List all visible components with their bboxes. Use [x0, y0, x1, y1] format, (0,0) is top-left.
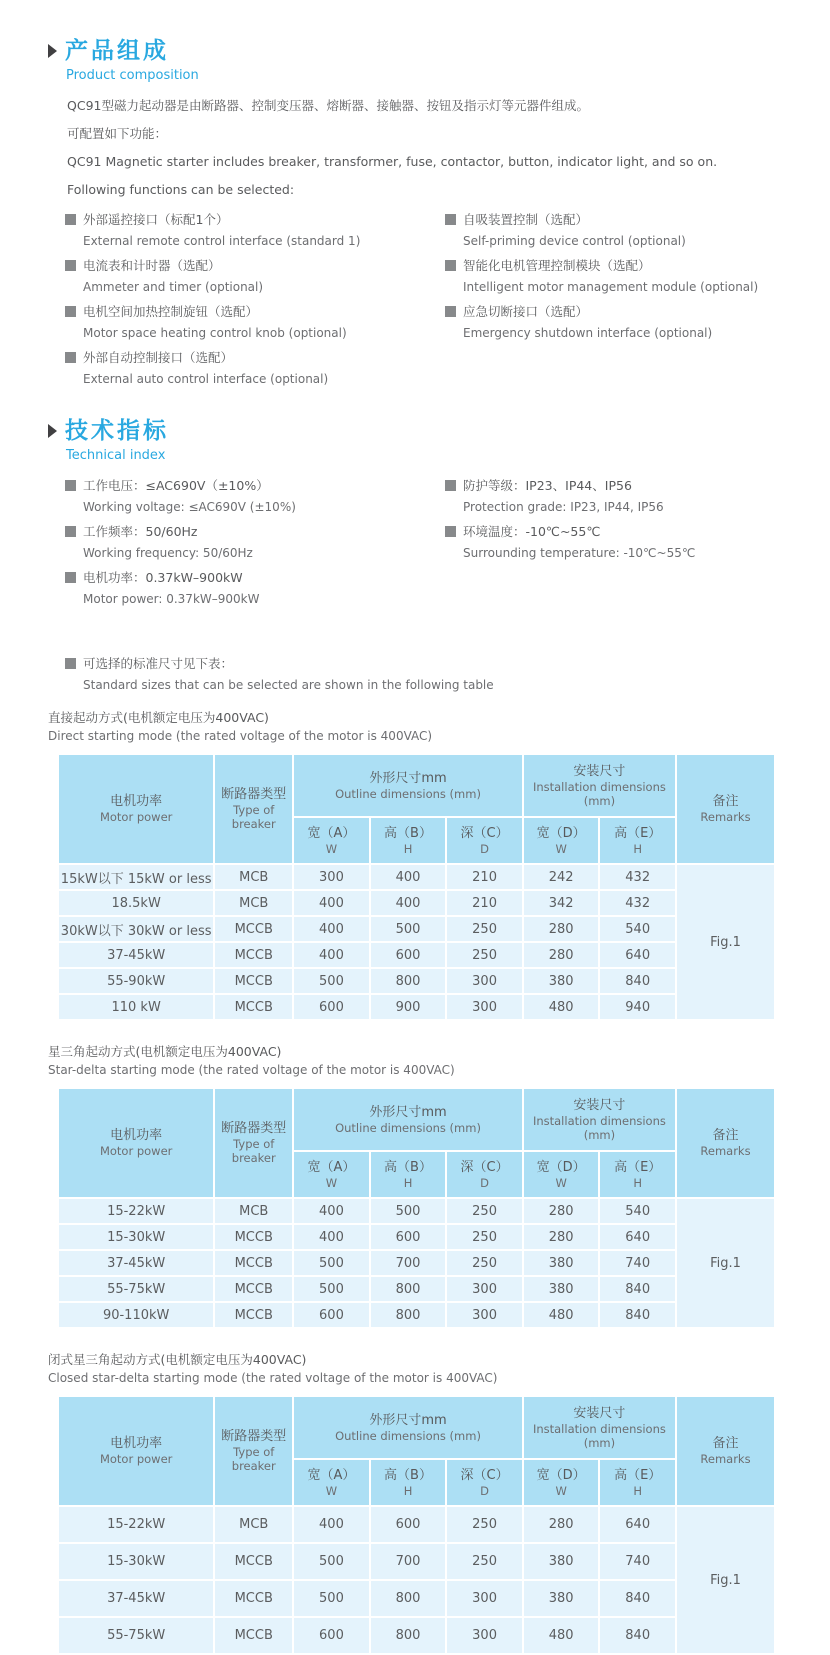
feature-label-en: External auto control interface (optional) — [83, 372, 329, 386]
header-height-e-en: H — [633, 841, 643, 856]
cell-height-e: 840 — [599, 1580, 676, 1617]
header-breaker-cn: 断路器类型 — [221, 787, 287, 802]
spec-label-en: Motor power: 0.37kW–900kW — [83, 592, 260, 606]
header-height-e — [599, 1151, 676, 1198]
section-product-composition — [48, 38, 800, 396]
header-height-b-en: H — [403, 1483, 413, 1498]
header-depth-c-cn: 深（C） — [460, 1159, 509, 1175]
feature-item — [65, 350, 445, 387]
header-motor-power-cn: 电机功率 — [110, 1436, 163, 1451]
table-caption-en: Direct starting mode (the rated voltage of the motor is 400VAC) — [48, 729, 433, 743]
header-width-a-en: W — [325, 1483, 338, 1498]
section-title-en: Product composition — [66, 68, 199, 83]
square-bullet-icon — [65, 352, 76, 363]
intro-paragraph2-cn: 可配置如下功能： — [67, 126, 168, 141]
header-width-d-en: W — [555, 1483, 567, 1498]
header-width-d-en: W — [555, 1175, 567, 1190]
cell-height-b: 900 — [370, 994, 447, 1020]
cell-width-d: 380 — [523, 1276, 600, 1302]
header-installation-dimensions — [523, 1088, 676, 1151]
table-row — [58, 942, 775, 968]
cell-width-d: 380 — [523, 1543, 600, 1580]
cell-motor-power: 15kW以下 15kW or less — [58, 864, 214, 890]
cell-height-e: 840 — [599, 1617, 676, 1654]
cell-height-e: 640 — [599, 1224, 676, 1250]
cell-motor-power: 37-45kW — [58, 1250, 214, 1276]
header-remarks-cn: 备注 — [712, 794, 739, 809]
cell-motor-power: 55-75kW — [58, 1276, 214, 1302]
header-motor-power-en: Motor power — [99, 1144, 173, 1158]
cell-width-a: 600 — [293, 994, 370, 1020]
cell-height-e: 540 — [599, 916, 676, 942]
cell-height-b: 400 — [370, 864, 447, 890]
spec-label-en: Surrounding temperature: -10℃~55℃ — [463, 546, 696, 560]
spec-column-left — [65, 478, 445, 616]
cell-breaker-type: MCCB — [214, 1580, 293, 1617]
spec-label-cn: 电机功率：0.37kW–900kW — [83, 570, 243, 585]
header-width-d — [523, 1459, 600, 1506]
header-width-a-en: W — [325, 1175, 338, 1190]
header-height-e — [599, 1459, 676, 1506]
cell-breaker-type: MCCB — [214, 1617, 293, 1654]
dimension-table-block — [48, 1351, 800, 1655]
cell-breaker-type: MCB — [214, 890, 293, 916]
cell-width-d: 342 — [523, 890, 600, 916]
header-installation-dimensions — [523, 1396, 676, 1459]
header-depth-c-cn: 深（C） — [460, 825, 509, 841]
table-row — [58, 1224, 775, 1250]
cell-height-b: 600 — [370, 942, 447, 968]
header-height-e-cn: 高（E） — [614, 825, 662, 841]
cell-height-b: 800 — [370, 1580, 447, 1617]
header-motor-power — [58, 1088, 214, 1198]
cell-height-b: 500 — [370, 1198, 447, 1224]
table-row — [58, 994, 775, 1020]
cell-depth-c: 300 — [446, 1580, 523, 1617]
header-remarks-cn: 备注 — [712, 1436, 739, 1451]
note-label-en: Standard sizes that can be selected are shown in the following table — [83, 678, 494, 692]
cell-height-e: 540 — [599, 1198, 676, 1224]
spec-label-cn: 环境温度：-10℃~55℃ — [463, 524, 601, 539]
feature-label-cn: 应急切断接口（选配） — [463, 304, 589, 319]
cell-depth-c: 250 — [446, 1543, 523, 1580]
header-depth-c — [446, 817, 523, 864]
header-breaker-type — [214, 754, 293, 864]
cell-breaker-type: MCB — [214, 864, 293, 890]
header-outline-cn: 外形尺寸mm — [369, 1104, 447, 1120]
cell-motor-power: 37-45kW — [58, 942, 214, 968]
dimension-table-block — [48, 709, 800, 1021]
cell-remark: Fig.1 — [676, 864, 775, 1020]
header-height-b-cn: 高（B） — [384, 1159, 432, 1175]
square-bullet-icon — [65, 306, 76, 317]
header-depth-c-en: D — [480, 1483, 489, 1498]
spec-label-cn: 防护等级：IP23、IP44、IP56 — [463, 478, 632, 493]
cell-depth-c: 250 — [446, 1224, 523, 1250]
cell-width-d: 480 — [523, 1617, 600, 1654]
header-height-e-cn: 高（E） — [614, 1467, 662, 1483]
feature-label-cn: 自吸装置控制（选配） — [463, 212, 589, 227]
cell-height-b: 600 — [370, 1506, 447, 1543]
cell-height-e: 432 — [599, 864, 676, 890]
table-row — [58, 1198, 775, 1224]
cell-breaker-type: MCB — [214, 1198, 293, 1224]
cell-height-b: 400 — [370, 890, 447, 916]
feature-label-cn: 智能化电机管理控制模块（选配） — [463, 258, 651, 273]
feature-label-en: Motor space heating control knob (optional) — [83, 326, 347, 340]
header-height-b — [370, 1151, 447, 1198]
cell-width-a: 500 — [293, 968, 370, 994]
feature-item — [445, 258, 800, 295]
cell-breaker-type: MCB — [214, 1506, 293, 1543]
header-breaker-en: Type of breaker — [231, 803, 276, 831]
cell-breaker-type: MCCB — [214, 1302, 293, 1328]
standard-sizes-note — [65, 656, 800, 693]
cell-breaker-type: MCCB — [214, 1250, 293, 1276]
cell-motor-power: 55-75kW — [58, 1617, 214, 1654]
cell-width-d: 242 — [523, 864, 600, 890]
header-depth-c-en: D — [480, 1175, 489, 1190]
header-outline-cn: 外形尺寸mm — [369, 1412, 447, 1428]
cell-width-d: 480 — [523, 1302, 600, 1328]
header-outline-dimensions — [293, 1088, 523, 1151]
cell-depth-c: 250 — [446, 1198, 523, 1224]
cell-width-a: 500 — [293, 1543, 370, 1580]
header-remarks-en: Remarks — [700, 1452, 751, 1466]
header-height-e — [599, 817, 676, 864]
header-height-b-cn: 高（B） — [384, 825, 432, 841]
cell-depth-c: 250 — [446, 942, 523, 968]
cell-remark: Fig.1 — [676, 1506, 775, 1654]
spec-label-cn: 工作频率：50/60Hz — [83, 524, 198, 539]
header-depth-c — [446, 1151, 523, 1198]
spec-label-en: Protection grade: IP23, IP44, IP56 — [463, 500, 664, 514]
cell-depth-c: 250 — [446, 1250, 523, 1276]
header-width-a — [293, 1151, 370, 1198]
section-header — [48, 418, 800, 444]
header-remarks-cn: 备注 — [712, 1128, 739, 1143]
square-bullet-icon — [65, 526, 76, 537]
intro-paragraph2-en: Following functions can be selected: — [67, 182, 295, 197]
table-row — [58, 1580, 775, 1617]
spec-item — [445, 478, 800, 515]
header-install-cn: 安装尺寸 — [573, 1405, 626, 1421]
header-install-en: Installation dimensions (mm) — [532, 1421, 666, 1450]
table-caption-cn: 星三角起动方式(电机额定电压为400VAC) — [48, 1044, 282, 1059]
cell-motor-power: 15-30kW — [58, 1543, 214, 1580]
table-row — [58, 916, 775, 942]
header-remarks — [676, 1396, 775, 1506]
feature-label-en: External remote control interface (standard 1) — [83, 234, 361, 248]
cell-depth-c: 300 — [446, 1302, 523, 1328]
cell-breaker-type: MCCB — [214, 1276, 293, 1302]
cell-height-e: 840 — [599, 1302, 676, 1328]
cell-width-d: 280 — [523, 916, 600, 942]
spec-item — [65, 478, 445, 515]
cell-width-a: 400 — [293, 916, 370, 942]
square-bullet-icon — [65, 480, 76, 491]
spec-list — [65, 478, 800, 616]
header-breaker-cn: 断路器类型 — [221, 1121, 287, 1136]
header-width-a — [293, 817, 370, 864]
cell-motor-power: 55-90kW — [58, 968, 214, 994]
cell-depth-c: 210 — [446, 890, 523, 916]
header-width-a-cn: 宽（A） — [307, 825, 356, 841]
header-width-d-cn: 宽（D） — [536, 825, 586, 841]
header-breaker-en: Type of breaker — [231, 1445, 276, 1473]
cell-depth-c: 300 — [446, 994, 523, 1020]
table-caption-en: Closed star-delta starting mode (the rated voltage of the motor is 400VAC) — [48, 1371, 498, 1385]
dimension-table — [57, 1087, 776, 1329]
header-breaker-en: Type of breaker — [231, 1137, 276, 1165]
header-width-d-cn: 宽（D） — [536, 1467, 586, 1483]
feature-item — [445, 304, 800, 341]
square-bullet-icon — [445, 480, 456, 491]
header-motor-power — [58, 754, 214, 864]
cell-height-e: 640 — [599, 1506, 676, 1543]
dimension-table-block — [48, 1043, 800, 1329]
header-outline-dimensions — [293, 1396, 523, 1459]
cell-motor-power: 90-110kW — [58, 1302, 214, 1328]
tables-host — [48, 709, 800, 1655]
square-bullet-icon — [445, 306, 456, 317]
cell-depth-c: 300 — [446, 1617, 523, 1654]
arrow-right-icon — [48, 424, 57, 438]
cell-width-d: 280 — [523, 1198, 600, 1224]
header-motor-power — [58, 1396, 214, 1506]
cell-width-a: 400 — [293, 942, 370, 968]
header-height-b-cn: 高（B） — [384, 1467, 432, 1483]
cell-depth-c: 210 — [446, 864, 523, 890]
intro-paragraph-cn: QC91型磁力起动器是由断路器、控制变压器、熔断器、接触器、按钮及指示灯等元器件组成。 — [67, 98, 589, 113]
cell-width-d: 480 — [523, 994, 600, 1020]
cell-motor-power: 15-30kW — [58, 1224, 214, 1250]
header-width-a-cn: 宽（A） — [307, 1467, 356, 1483]
cell-height-b: 700 — [370, 1250, 447, 1276]
cell-width-d: 380 — [523, 968, 600, 994]
feature-label-en: Ammeter and timer (optional) — [83, 280, 264, 294]
cell-motor-power: 15-22kW — [58, 1506, 214, 1543]
header-breaker-cn: 断路器类型 — [221, 1429, 287, 1444]
section-title-en: Technical index — [66, 448, 166, 463]
feature-item — [65, 258, 445, 295]
table-caption-en: Star-delta starting mode (the rated voltage of the motor is 400VAC) — [48, 1063, 455, 1077]
cell-width-d: 380 — [523, 1250, 600, 1276]
header-width-a — [293, 1459, 370, 1506]
header-outline-cn: 外形尺寸mm — [369, 770, 447, 786]
cell-width-a: 600 — [293, 1302, 370, 1328]
header-breaker-type — [214, 1396, 293, 1506]
cell-height-e: 740 — [599, 1250, 676, 1276]
table-row — [58, 1250, 775, 1276]
cell-height-e: 432 — [599, 890, 676, 916]
header-depth-c-cn: 深（C） — [460, 1467, 509, 1483]
dimension-table — [57, 753, 776, 1021]
cell-height-b: 800 — [370, 1617, 447, 1654]
header-height-b-en: H — [403, 841, 413, 856]
cell-width-d: 280 — [523, 942, 600, 968]
cell-breaker-type: MCCB — [214, 916, 293, 942]
cell-width-a: 500 — [293, 1276, 370, 1302]
spec-label-en: Working frequency: 50/60Hz — [83, 546, 253, 560]
cell-depth-c: 300 — [446, 968, 523, 994]
cell-height-b: 500 — [370, 916, 447, 942]
feature-column-right — [445, 212, 800, 396]
table-row — [58, 1276, 775, 1302]
header-width-a-en: W — [325, 841, 338, 856]
cell-height-b: 800 — [370, 1302, 447, 1328]
header-depth-c — [446, 1459, 523, 1506]
cell-height-b: 700 — [370, 1543, 447, 1580]
header-breaker-type — [214, 1088, 293, 1198]
header-install-cn: 安装尺寸 — [573, 763, 626, 779]
spec-label-en: Working voltage: ≤AC690V (±10%) — [83, 500, 296, 514]
header-motor-power-en: Motor power — [99, 1452, 173, 1466]
spec-item — [445, 524, 800, 561]
header-install-cn: 安装尺寸 — [573, 1097, 626, 1113]
square-bullet-icon — [65, 658, 76, 669]
square-bullet-icon — [445, 260, 456, 271]
feature-column-left — [65, 212, 445, 396]
cell-motor-power: 110 kW — [58, 994, 214, 1020]
intro-paragraph-en: QC91 Magnetic starter includes breaker, transformer, fuse, contactor, button, indicator light, and so on. — [67, 154, 718, 169]
spec-column-right — [445, 478, 800, 616]
cell-width-d: 380 — [523, 1580, 600, 1617]
cell-breaker-type: MCCB — [214, 942, 293, 968]
feature-label-cn: 外部自动控制接口（选配） — [83, 350, 234, 365]
header-depth-c-en: D — [480, 841, 489, 856]
feature-item — [445, 212, 800, 249]
dimension-table — [57, 1395, 776, 1655]
cell-height-b: 800 — [370, 968, 447, 994]
header-motor-power-cn: 电机功率 — [110, 1128, 163, 1143]
cell-height-e: 840 — [599, 968, 676, 994]
table-row — [58, 1617, 775, 1654]
cell-width-a: 500 — [293, 1250, 370, 1276]
cell-depth-c: 250 — [446, 916, 523, 942]
cell-breaker-type: MCCB — [214, 1543, 293, 1580]
feature-list — [65, 212, 800, 396]
header-width-d-en: W — [555, 841, 567, 856]
section-title-cn: 产品组成 — [65, 38, 169, 64]
feature-label-en: Self-priming device control (optional) — [463, 234, 686, 248]
cell-motor-power: 18.5kW — [58, 890, 214, 916]
section-title-cn: 技术指标 — [65, 418, 169, 444]
cell-width-d: 280 — [523, 1224, 600, 1250]
feature-label-en: Intelligent motor management module (optional) — [463, 280, 759, 294]
header-motor-power-en: Motor power — [99, 810, 173, 824]
header-width-a-cn: 宽（A） — [307, 1159, 356, 1175]
feature-label-en: Emergency shutdown interface (optional) — [463, 326, 713, 340]
cell-width-a: 300 — [293, 864, 370, 890]
cell-height-b: 600 — [370, 1224, 447, 1250]
header-outline-en: Outline dimensions (mm) — [335, 1428, 481, 1443]
header-height-b-en: H — [403, 1175, 413, 1190]
header-remarks-en: Remarks — [700, 810, 751, 824]
header-outline-en: Outline dimensions (mm) — [335, 786, 481, 801]
spec-item — [65, 570, 445, 607]
table-row — [58, 864, 775, 890]
header-motor-power-cn: 电机功率 — [110, 794, 163, 809]
cell-depth-c: 250 — [446, 1506, 523, 1543]
square-bullet-icon — [65, 214, 76, 225]
table-row — [58, 1302, 775, 1328]
header-install-en: Installation dimensions (mm) — [532, 779, 666, 808]
header-outline-en: Outline dimensions (mm) — [335, 1120, 481, 1135]
feature-item — [65, 304, 445, 341]
spec-label-cn: 工作电压：≤AC690V（±10%） — [83, 478, 269, 493]
spec-item — [65, 524, 445, 561]
header-remarks-en: Remarks — [700, 1144, 751, 1158]
cell-remark: Fig.1 — [676, 1198, 775, 1328]
cell-breaker-type: MCCB — [214, 994, 293, 1020]
cell-motor-power: 15-22kW — [58, 1198, 214, 1224]
intro-paragraphs — [67, 98, 800, 198]
feature-label-cn: 电机空间加热控制旋钮（选配） — [83, 304, 259, 319]
section-header — [48, 38, 800, 64]
feature-item — [65, 212, 445, 249]
cell-height-b: 800 — [370, 1276, 447, 1302]
table-row — [58, 1543, 775, 1580]
header-width-d — [523, 817, 600, 864]
square-bullet-icon — [445, 214, 456, 225]
table-row — [58, 1506, 775, 1543]
table-caption-cn: 直接起动方式(电机额定电压为400VAC) — [48, 710, 269, 725]
header-remarks — [676, 1088, 775, 1198]
header-height-e-cn: 高（E） — [614, 1159, 662, 1175]
cell-width-a: 400 — [293, 890, 370, 916]
square-bullet-icon — [65, 260, 76, 271]
feature-label-cn: 电流表和计时器（选配） — [83, 258, 221, 273]
header-height-b — [370, 817, 447, 864]
cell-depth-c: 300 — [446, 1276, 523, 1302]
cell-width-a: 500 — [293, 1580, 370, 1617]
header-height-e-en: H — [633, 1483, 643, 1498]
cell-height-e: 740 — [599, 1543, 676, 1580]
header-width-d — [523, 1151, 600, 1198]
header-width-d-cn: 宽（D） — [536, 1159, 586, 1175]
square-bullet-icon — [445, 526, 456, 537]
header-height-e-en: H — [633, 1175, 643, 1190]
table-row — [58, 890, 775, 916]
cell-height-e: 840 — [599, 1276, 676, 1302]
header-install-en: Installation dimensions (mm) — [532, 1113, 666, 1142]
table-caption-cn: 闭式星三角起动方式(电机额定电压为400VAC) — [48, 1352, 307, 1367]
cell-motor-power: 37-45kW — [58, 1580, 214, 1617]
header-height-b — [370, 1459, 447, 1506]
feature-label-cn: 外部遥控接口（标配1个） — [83, 212, 229, 227]
arrow-right-icon — [48, 44, 57, 58]
cell-width-a: 600 — [293, 1617, 370, 1654]
section-technical-index — [48, 418, 800, 693]
square-bullet-icon — [65, 572, 76, 583]
table-row — [58, 968, 775, 994]
header-remarks — [676, 754, 775, 864]
cell-width-a: 400 — [293, 1506, 370, 1543]
cell-width-a: 400 — [293, 1198, 370, 1224]
cell-motor-power: 30kW以下 30kW or less — [58, 916, 214, 942]
cell-height-e: 940 — [599, 994, 676, 1020]
cell-width-a: 400 — [293, 1224, 370, 1250]
cell-breaker-type: MCCB — [214, 1224, 293, 1250]
note-label-cn: 可选择的标准尺寸见下表： — [83, 656, 234, 671]
cell-width-d: 280 — [523, 1506, 600, 1543]
header-outline-dimensions — [293, 754, 523, 817]
header-installation-dimensions — [523, 754, 676, 817]
cell-height-e: 640 — [599, 942, 676, 968]
cell-breaker-type: MCCB — [214, 968, 293, 994]
